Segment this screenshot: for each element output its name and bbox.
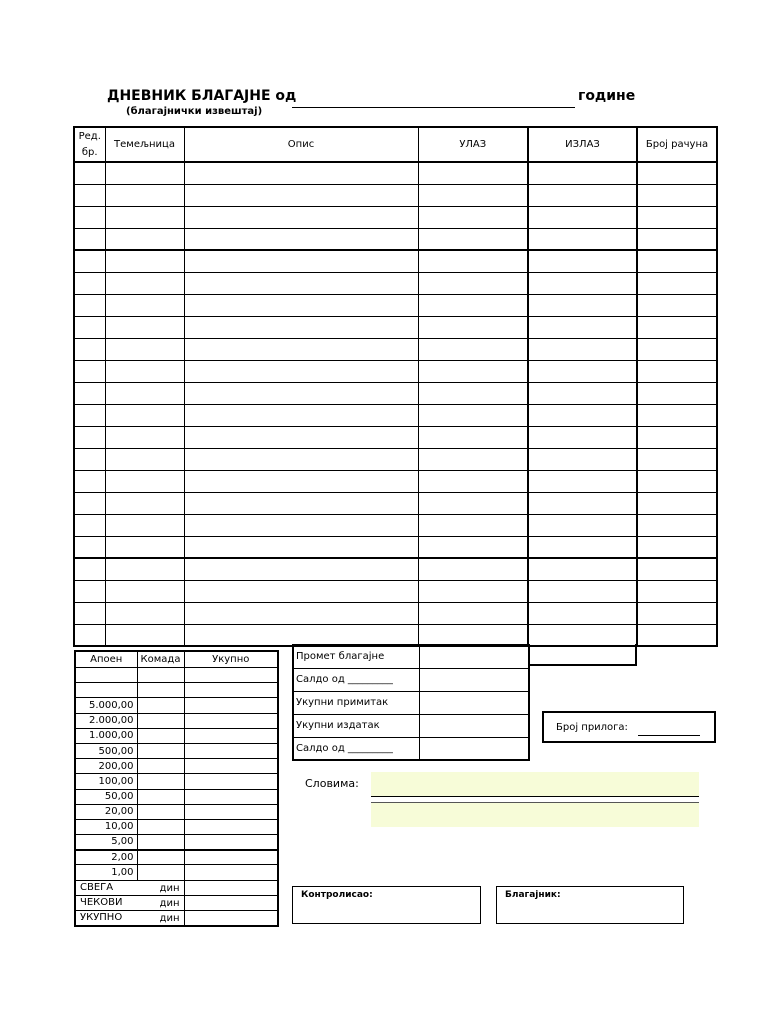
- journal-cell[interactable]: [105, 492, 184, 514]
- journal-cell[interactable]: [528, 470, 637, 492]
- summary-label: Промет благајне: [293, 645, 419, 668]
- journal-cell[interactable]: [74, 602, 105, 624]
- journal-cell[interactable]: [418, 316, 528, 338]
- denomination-row: [75, 850, 278, 865]
- controller-signature-label: Контролисао:: [301, 890, 373, 900]
- denomination-row: [75, 789, 278, 804]
- summary-value-cell[interactable]: [419, 691, 529, 714]
- denomination-row: [75, 819, 278, 834]
- total-label: СВЕГА: [80, 882, 114, 894]
- denomination-row: [75, 804, 278, 819]
- journal-cell[interactable]: [105, 426, 184, 448]
- col-header-total: Укупно: [184, 651, 278, 668]
- denomination-value: 2.000,00: [75, 713, 137, 728]
- denomination-value: 1.000,00: [75, 728, 137, 743]
- pieces-cell[interactable]: [137, 819, 184, 834]
- denomination-row: [75, 774, 278, 789]
- denomination-value: 10,00: [75, 819, 137, 834]
- journal-cell[interactable]: [184, 404, 418, 426]
- table-row: [74, 272, 717, 294]
- journal-cell[interactable]: [418, 558, 528, 580]
- journal-cell[interactable]: [74, 338, 105, 360]
- journal-cell[interactable]: [528, 382, 637, 404]
- journal-cell[interactable]: [74, 184, 105, 206]
- journal-cell[interactable]: [184, 206, 418, 228]
- journal-cell[interactable]: [637, 294, 717, 316]
- summary-row: [293, 691, 529, 714]
- summary-value-cell[interactable]: [419, 737, 529, 760]
- total-cell[interactable]: [184, 759, 278, 774]
- col-header-inflow: УЛАЗ: [418, 127, 528, 162]
- journal-cell[interactable]: [105, 404, 184, 426]
- total-cell[interactable]: [184, 804, 278, 819]
- denomination-value: [75, 683, 137, 698]
- denomination-row: [75, 865, 278, 880]
- table-row: [74, 162, 717, 184]
- table-row: [74, 514, 717, 536]
- currency-unit: дин: [159, 882, 180, 894]
- table-row: [74, 294, 717, 316]
- journal-cell[interactable]: [105, 184, 184, 206]
- outflow-total-cell[interactable]: [528, 644, 637, 666]
- journal-cell[interactable]: [418, 426, 528, 448]
- table-row: [74, 558, 717, 580]
- journal-cell[interactable]: [637, 404, 717, 426]
- table-row: [74, 470, 717, 492]
- pieces-cell[interactable]: [137, 774, 184, 789]
- summary-table: [292, 644, 530, 761]
- journal-cell[interactable]: [528, 206, 637, 228]
- total-cell[interactable]: [184, 668, 278, 683]
- journal-cell[interactable]: [637, 448, 717, 470]
- journal-cell[interactable]: [184, 360, 418, 382]
- in-words-field-1[interactable]: [371, 772, 699, 797]
- denominations-table: [74, 650, 279, 927]
- journal-cell[interactable]: [637, 338, 717, 360]
- table-row: [74, 624, 717, 646]
- journal-cell[interactable]: [637, 206, 717, 228]
- pieces-cell[interactable]: [137, 865, 184, 880]
- in-words-label: Словима:: [305, 777, 359, 790]
- total-label-cell: [75, 895, 184, 910]
- denomination-value: 200,00: [75, 759, 137, 774]
- pieces-cell[interactable]: [137, 804, 184, 819]
- journal-cell[interactable]: [528, 360, 637, 382]
- journal-cell[interactable]: [418, 448, 528, 470]
- journal-cell[interactable]: [418, 470, 528, 492]
- journal-cell[interactable]: [105, 294, 184, 316]
- journal-cell[interactable]: [418, 492, 528, 514]
- summary-row: [293, 668, 529, 691]
- journal-cell[interactable]: [74, 624, 105, 646]
- summary-label: Укупни примитак: [293, 691, 419, 714]
- journal-cell[interactable]: [74, 206, 105, 228]
- journal-cell[interactable]: [528, 624, 637, 646]
- pieces-cell[interactable]: [137, 759, 184, 774]
- pieces-cell[interactable]: [137, 683, 184, 698]
- table-row: [74, 536, 717, 558]
- table-row: [74, 338, 717, 360]
- journal-cell[interactable]: [74, 404, 105, 426]
- journal-cell[interactable]: [105, 250, 184, 272]
- journal-cell[interactable]: [74, 448, 105, 470]
- journal-cell[interactable]: [418, 514, 528, 536]
- total-cell[interactable]: [184, 789, 278, 804]
- journal-cell[interactable]: [184, 448, 418, 470]
- table-row: [74, 492, 717, 514]
- journal-cell[interactable]: [418, 272, 528, 294]
- cashier-signature-box[interactable]: [496, 886, 684, 924]
- journal-cell[interactable]: [184, 558, 418, 580]
- journal-cell[interactable]: [105, 338, 184, 360]
- summary-value-cell[interactable]: [419, 668, 529, 691]
- journal-cell[interactable]: [74, 492, 105, 514]
- journal-cell[interactable]: [184, 294, 418, 316]
- journal-cell[interactable]: [637, 382, 717, 404]
- denomination-row: [75, 713, 278, 728]
- summary-value-cell[interactable]: [419, 645, 529, 668]
- col-header-description: Опис: [184, 127, 418, 162]
- journal-cell[interactable]: [184, 536, 418, 558]
- journal-cell[interactable]: [184, 514, 418, 536]
- journal-cell[interactable]: [418, 382, 528, 404]
- journal-cell[interactable]: [184, 382, 418, 404]
- summary-label: Укупни издатак: [293, 714, 419, 737]
- journal-cell[interactable]: [105, 272, 184, 294]
- journal-cell[interactable]: [637, 558, 717, 580]
- table-row: [74, 316, 717, 338]
- journal-cell[interactable]: [528, 492, 637, 514]
- denomination-value: 20,00: [75, 804, 137, 819]
- denomination-value: 500,00: [75, 743, 137, 758]
- date-line[interactable]: [292, 107, 575, 108]
- journal-cell[interactable]: [184, 492, 418, 514]
- journal-cell[interactable]: [528, 558, 637, 580]
- journal-cell[interactable]: [528, 448, 637, 470]
- summary-row: [293, 737, 529, 760]
- journal-cell[interactable]: [418, 250, 528, 272]
- journal-cell[interactable]: [74, 514, 105, 536]
- journal-cell[interactable]: [528, 580, 637, 602]
- journal-cell[interactable]: [74, 382, 105, 404]
- journal-cell[interactable]: [637, 162, 717, 184]
- col-header-invoice-no: Број рачуна: [637, 127, 717, 162]
- pieces-cell[interactable]: [137, 728, 184, 743]
- journal-cell[interactable]: [184, 470, 418, 492]
- table-row: [74, 602, 717, 624]
- total-cell[interactable]: [184, 865, 278, 880]
- journal-cell[interactable]: [637, 316, 717, 338]
- denomination-row: [75, 835, 278, 850]
- col-header-pieces: Комада: [137, 651, 184, 668]
- journal-cell[interactable]: [105, 228, 184, 250]
- journal-cell[interactable]: [637, 250, 717, 272]
- total-cell[interactable]: [184, 850, 278, 865]
- attachments-box: [542, 711, 716, 743]
- total-label-cell: [75, 880, 184, 895]
- journal-cell[interactable]: [528, 316, 637, 338]
- col-header-denomination: Апоен: [75, 651, 137, 668]
- journal-cell[interactable]: [105, 470, 184, 492]
- journal-cell[interactable]: [528, 272, 637, 294]
- cashier-signature-label: Благајник:: [505, 890, 561, 900]
- journal-cell[interactable]: [528, 294, 637, 316]
- journal-cell[interactable]: [184, 316, 418, 338]
- journal-cell[interactable]: [637, 184, 717, 206]
- journal-table: [73, 126, 718, 647]
- pieces-cell[interactable]: [137, 698, 184, 713]
- pieces-cell[interactable]: [137, 835, 184, 850]
- table-row: [74, 360, 717, 382]
- total-cell[interactable]: [184, 698, 278, 713]
- total-label-cell: [75, 911, 184, 926]
- currency-unit: дин: [159, 913, 180, 924]
- journal-cell[interactable]: [528, 602, 637, 624]
- total-value-cell[interactable]: [184, 911, 278, 926]
- total-cell[interactable]: [184, 743, 278, 758]
- total-cell[interactable]: [184, 713, 278, 728]
- denomination-row: [75, 683, 278, 698]
- journal-cell[interactable]: [105, 448, 184, 470]
- journal-cell[interactable]: [418, 162, 528, 184]
- journal-cell[interactable]: [184, 624, 418, 646]
- col-header-row-no: Ред. бр.: [74, 127, 105, 162]
- journal-cell[interactable]: [184, 580, 418, 602]
- journal-cell[interactable]: [528, 404, 637, 426]
- journal-cell[interactable]: [105, 360, 184, 382]
- journal-cell[interactable]: [637, 602, 717, 624]
- journal-cell[interactable]: [418, 404, 528, 426]
- col-header-voucher: Темељница: [105, 127, 184, 162]
- journal-cell[interactable]: [105, 514, 184, 536]
- journal-cell[interactable]: [74, 162, 105, 184]
- journal-cell[interactable]: [528, 184, 637, 206]
- journal-cell[interactable]: [418, 580, 528, 602]
- denomination-row: [75, 668, 278, 683]
- denomination-value: 50,00: [75, 789, 137, 804]
- journal-cell[interactable]: [184, 426, 418, 448]
- journal-cell[interactable]: [74, 536, 105, 558]
- journal-cell[interactable]: [528, 514, 637, 536]
- pieces-cell[interactable]: [137, 668, 184, 683]
- denomination-value: 5,00: [75, 835, 137, 850]
- summary-row: [293, 645, 529, 668]
- total-value-cell[interactable]: [184, 880, 278, 895]
- table-row: [74, 382, 717, 404]
- journal-cell[interactable]: [418, 228, 528, 250]
- journal-cell[interactable]: [184, 602, 418, 624]
- table-row: [74, 404, 717, 426]
- pieces-cell[interactable]: [137, 789, 184, 804]
- journal-cell[interactable]: [637, 272, 717, 294]
- journal-cell[interactable]: [105, 316, 184, 338]
- attachments-input-line[interactable]: [638, 735, 700, 736]
- denomination-row: [75, 759, 278, 774]
- journal-cell[interactable]: [528, 426, 637, 448]
- table-row: [74, 228, 717, 250]
- journal-cell[interactable]: [105, 602, 184, 624]
- page-title: ДНЕВНИК БЛАГАЈНЕ од: [107, 88, 297, 104]
- currency-unit: дин: [159, 897, 180, 909]
- journal-cell[interactable]: [418, 338, 528, 360]
- table-row: [74, 206, 717, 228]
- total-cell[interactable]: [184, 819, 278, 834]
- journal-cell[interactable]: [74, 580, 105, 602]
- summary-label: Салдо од _________: [293, 668, 419, 691]
- journal-header-row: [74, 127, 717, 162]
- journal-cell[interactable]: [74, 250, 105, 272]
- journal-cell[interactable]: [74, 316, 105, 338]
- denomination-value: [75, 668, 137, 683]
- table-row: [74, 426, 717, 448]
- journal-cell[interactable]: [528, 536, 637, 558]
- table-row: [74, 580, 717, 602]
- total-cell[interactable]: [184, 683, 278, 698]
- journal-cell[interactable]: [184, 272, 418, 294]
- total-label: УКУПНО: [80, 912, 123, 924]
- journal-cell[interactable]: [418, 360, 528, 382]
- denomination-row: [75, 743, 278, 758]
- journal-cell[interactable]: [418, 602, 528, 624]
- journal-cell[interactable]: [105, 624, 184, 646]
- table-row: [74, 184, 717, 206]
- journal-cell[interactable]: [74, 426, 105, 448]
- journal-cell[interactable]: [418, 536, 528, 558]
- journal-cell[interactable]: [528, 250, 637, 272]
- total-value-cell[interactable]: [184, 895, 278, 910]
- journal-cell[interactable]: [418, 206, 528, 228]
- attachments-label: Број прилога:: [556, 722, 628, 733]
- summary-row: [293, 714, 529, 737]
- journal-cell[interactable]: [184, 228, 418, 250]
- journal-cell[interactable]: [105, 558, 184, 580]
- pieces-cell[interactable]: [137, 713, 184, 728]
- total-cell[interactable]: [184, 774, 278, 789]
- journal-cell[interactable]: [105, 536, 184, 558]
- summary-label: Салдо од _________: [293, 737, 419, 760]
- journal-cell[interactable]: [184, 338, 418, 360]
- col-header-outflow: ИЗЛАЗ: [528, 127, 637, 162]
- denomination-value: 2,00: [75, 850, 137, 865]
- pieces-cell[interactable]: [137, 743, 184, 758]
- journal-cell[interactable]: [105, 580, 184, 602]
- title-suffix: године: [578, 88, 636, 104]
- journal-cell[interactable]: [105, 206, 184, 228]
- journal-cell[interactable]: [637, 624, 717, 646]
- journal-cell[interactable]: [528, 338, 637, 360]
- journal-cell[interactable]: [184, 184, 418, 206]
- journal-cell[interactable]: [74, 558, 105, 580]
- in-words-field-2[interactable]: [371, 802, 699, 827]
- journal-cell[interactable]: [637, 426, 717, 448]
- journal-cell[interactable]: [637, 360, 717, 382]
- journal-cell[interactable]: [418, 624, 528, 646]
- journal-cell[interactable]: [184, 162, 418, 184]
- journal-cell[interactable]: [105, 382, 184, 404]
- journal-cell[interactable]: [637, 536, 717, 558]
- journal-cell[interactable]: [74, 272, 105, 294]
- journal-cell[interactable]: [637, 514, 717, 536]
- journal-cell[interactable]: [637, 492, 717, 514]
- journal-cell[interactable]: [637, 228, 717, 250]
- journal-cell[interactable]: [418, 184, 528, 206]
- total-label: ЧЕКОВИ: [80, 897, 123, 909]
- controller-signature-box[interactable]: [292, 886, 481, 924]
- table-row: [74, 250, 717, 272]
- pieces-cell[interactable]: [137, 850, 184, 865]
- journal-cell[interactable]: [74, 294, 105, 316]
- journal-cell[interactable]: [418, 294, 528, 316]
- summary-value-cell[interactable]: [419, 714, 529, 737]
- denomination-total-row: [75, 880, 278, 895]
- denomination-total-row: [75, 911, 278, 926]
- journal-cell[interactable]: [105, 162, 184, 184]
- journal-cell[interactable]: [184, 250, 418, 272]
- denomination-total-row: [75, 895, 278, 910]
- page-subtitle: (благајнички извештај): [126, 106, 263, 117]
- journal-cell[interactable]: [528, 162, 637, 184]
- denomination-value: 5.000,00: [75, 698, 137, 713]
- journal-cell[interactable]: [74, 360, 105, 382]
- journal-cell[interactable]: [74, 228, 105, 250]
- denomination-value: 100,00: [75, 774, 137, 789]
- total-cell[interactable]: [184, 728, 278, 743]
- denomination-row: [75, 728, 278, 743]
- journal-cell[interactable]: [74, 470, 105, 492]
- journal-cell[interactable]: [637, 580, 717, 602]
- denomination-row: [75, 698, 278, 713]
- journal-cell[interactable]: [637, 470, 717, 492]
- journal-cell[interactable]: [528, 228, 637, 250]
- denomination-value: 1,00: [75, 865, 137, 880]
- total-cell[interactable]: [184, 835, 278, 850]
- table-row: [74, 448, 717, 470]
